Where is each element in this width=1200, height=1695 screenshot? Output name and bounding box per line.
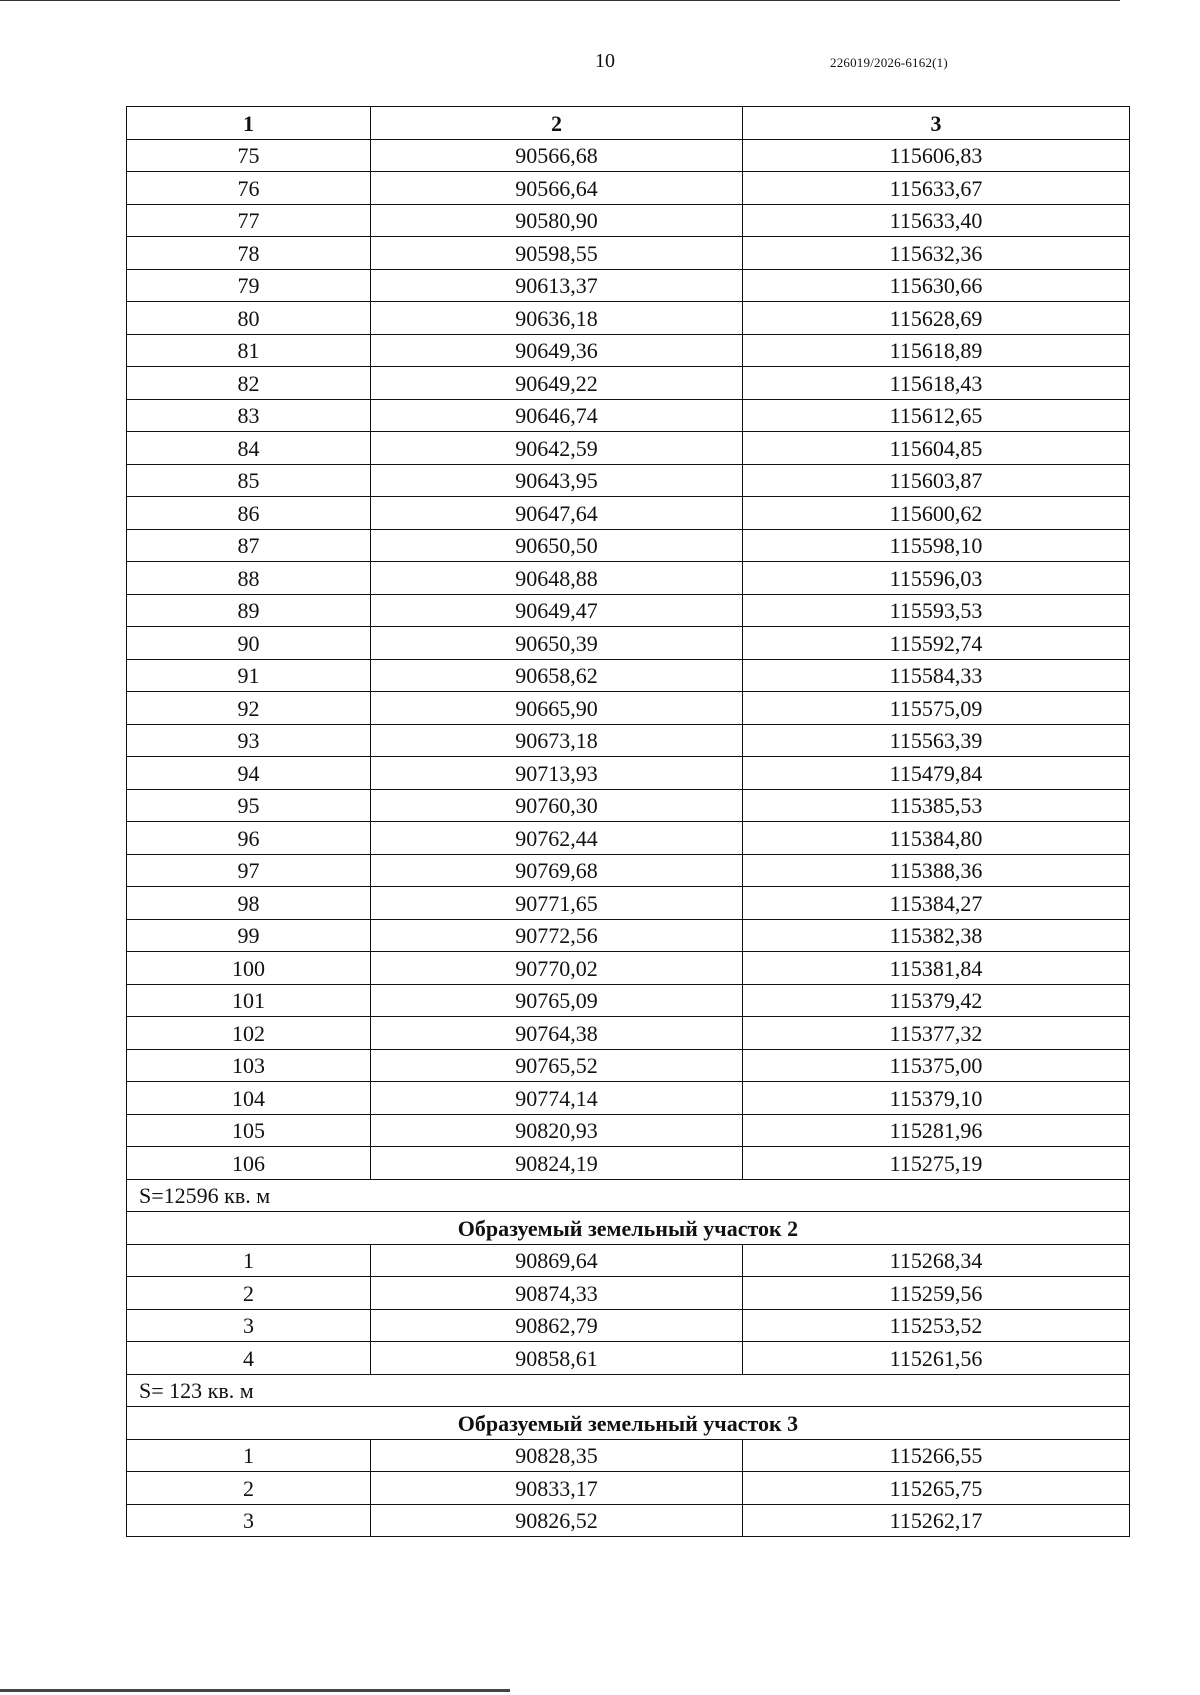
coordinate-y-cell: 115265,75	[743, 1472, 1130, 1505]
table-row	[127, 822, 1130, 855]
point-number-cell: 1	[127, 1244, 371, 1277]
table-row	[127, 1504, 1130, 1537]
coordinates-table-body	[127, 107, 1130, 1537]
coordinate-y-cell: 115596,03	[743, 562, 1130, 595]
coordinate-y-cell: 115633,40	[743, 204, 1130, 237]
point-number-cell: 87	[127, 529, 371, 562]
coordinate-y-cell: 115618,89	[743, 334, 1130, 367]
coordinate-y-cell: 115262,17	[743, 1504, 1130, 1537]
point-number-cell: 81	[127, 334, 371, 367]
point-number-cell: 91	[127, 659, 371, 692]
table-row	[127, 237, 1130, 270]
coordinate-x-cell: 90774,14	[371, 1082, 743, 1115]
point-number-cell: 80	[127, 302, 371, 335]
coordinate-x-cell: 90862,79	[371, 1309, 743, 1342]
point-number-cell: 90	[127, 627, 371, 660]
point-number-cell: 96	[127, 822, 371, 855]
column-header-2: 2	[371, 107, 743, 140]
point-number-cell: 83	[127, 399, 371, 432]
coordinate-y-cell: 115603,87	[743, 464, 1130, 497]
point-number-cell: 86	[127, 497, 371, 530]
area-row	[127, 1374, 1130, 1407]
coordinate-y-cell: 115377,32	[743, 1017, 1130, 1050]
point-number-cell: 94	[127, 757, 371, 790]
table-row	[127, 1244, 1130, 1277]
coordinate-y-cell: 115479,84	[743, 757, 1130, 790]
coordinate-x-cell: 90833,17	[371, 1472, 743, 1505]
point-number-cell: 95	[127, 789, 371, 822]
coordinate-x-cell: 90765,52	[371, 1049, 743, 1082]
coordinate-x-cell: 90760,30	[371, 789, 743, 822]
table-row	[127, 984, 1130, 1017]
table-row	[127, 659, 1130, 692]
table-row	[127, 1472, 1130, 1505]
coordinate-x-cell: 90658,62	[371, 659, 743, 692]
point-number-cell: 88	[127, 562, 371, 595]
column-header-1: 1	[127, 107, 371, 140]
coordinate-y-cell: 115630,66	[743, 269, 1130, 302]
coordinate-y-cell: 115618,43	[743, 367, 1130, 400]
section-title-row	[127, 1407, 1130, 1440]
scan-edge-top	[0, 0, 1120, 1]
coordinate-y-cell: 115385,53	[743, 789, 1130, 822]
point-number-cell: 3	[127, 1504, 371, 1537]
area-value: S= 123 кв. м	[127, 1374, 1130, 1407]
page-number: 10	[595, 50, 615, 72]
table-row	[127, 757, 1130, 790]
point-number-cell: 2	[127, 1277, 371, 1310]
coordinate-x-cell: 90647,64	[371, 497, 743, 530]
table-row	[127, 1049, 1130, 1082]
table-row	[127, 724, 1130, 757]
section-title: Образуемый земельный участок 3	[127, 1407, 1130, 1440]
table-row	[127, 139, 1130, 172]
coordinate-y-cell: 115281,96	[743, 1114, 1130, 1147]
point-number-cell: 3	[127, 1309, 371, 1342]
coordinate-x-cell: 90874,33	[371, 1277, 743, 1310]
section-title-row	[127, 1212, 1130, 1245]
coordinate-y-cell: 115382,38	[743, 919, 1130, 952]
point-number-cell: 92	[127, 692, 371, 725]
point-number-cell: 1	[127, 1439, 371, 1472]
coordinate-y-cell: 115628,69	[743, 302, 1130, 335]
coordinate-y-cell: 115632,36	[743, 237, 1130, 270]
coordinate-y-cell: 115266,55	[743, 1439, 1130, 1472]
table-row	[127, 269, 1130, 302]
table-row	[127, 952, 1130, 985]
table-row	[127, 627, 1130, 660]
coordinate-y-cell: 115384,27	[743, 887, 1130, 920]
coordinate-y-cell: 115268,34	[743, 1244, 1130, 1277]
coordinate-y-cell: 115375,00	[743, 1049, 1130, 1082]
area-value: S=12596 кв. м	[127, 1179, 1130, 1212]
table-row	[127, 854, 1130, 887]
coordinate-y-cell: 115633,67	[743, 172, 1130, 205]
point-number-cell: 85	[127, 464, 371, 497]
table-row	[127, 367, 1130, 400]
area-row	[127, 1179, 1130, 1212]
coordinate-x-cell: 90598,55	[371, 237, 743, 270]
coordinate-x-cell: 90764,38	[371, 1017, 743, 1050]
coordinate-x-cell: 90643,95	[371, 464, 743, 497]
point-number-cell: 98	[127, 887, 371, 920]
coordinate-x-cell: 90820,93	[371, 1114, 743, 1147]
coordinate-x-cell: 90772,56	[371, 919, 743, 952]
point-number-cell: 89	[127, 594, 371, 627]
coordinate-y-cell: 115575,09	[743, 692, 1130, 725]
coordinate-x-cell: 90649,47	[371, 594, 743, 627]
point-number-cell: 76	[127, 172, 371, 205]
coordinate-y-cell: 115384,80	[743, 822, 1130, 855]
point-number-cell: 75	[127, 139, 371, 172]
coordinate-x-cell: 90566,68	[371, 139, 743, 172]
coordinate-x-cell: 90648,88	[371, 562, 743, 595]
table-row	[127, 172, 1130, 205]
point-number-cell: 77	[127, 204, 371, 237]
coordinate-y-cell: 115259,56	[743, 1277, 1130, 1310]
coordinate-y-cell: 115604,85	[743, 432, 1130, 465]
coordinate-x-cell: 90762,44	[371, 822, 743, 855]
scan-edge-bottom	[0, 1689, 510, 1692]
coordinate-y-cell: 115563,39	[743, 724, 1130, 757]
table-header-row	[127, 107, 1130, 140]
point-number-cell: 104	[127, 1082, 371, 1115]
table-row	[127, 919, 1130, 952]
table-row	[127, 1017, 1130, 1050]
coordinate-y-cell: 115275,19	[743, 1147, 1130, 1180]
point-number-cell: 97	[127, 854, 371, 887]
coordinate-y-cell: 115388,36	[743, 854, 1130, 887]
point-number-cell: 102	[127, 1017, 371, 1050]
section-title: Образуемый земельный участок 2	[127, 1212, 1130, 1245]
table-row	[127, 594, 1130, 627]
coordinate-x-cell: 90765,09	[371, 984, 743, 1017]
coordinate-x-cell: 90771,65	[371, 887, 743, 920]
coordinate-x-cell: 90673,18	[371, 724, 743, 757]
coordinate-x-cell: 90646,74	[371, 399, 743, 432]
coordinate-x-cell: 90649,22	[371, 367, 743, 400]
coordinate-x-cell: 90580,90	[371, 204, 743, 237]
coordinate-x-cell: 90636,18	[371, 302, 743, 335]
point-number-cell: 103	[127, 1049, 371, 1082]
coordinate-x-cell: 90566,64	[371, 172, 743, 205]
point-number-cell: 99	[127, 919, 371, 952]
point-number-cell: 78	[127, 237, 371, 270]
coordinate-y-cell: 115379,42	[743, 984, 1130, 1017]
coordinate-x-cell: 90713,93	[371, 757, 743, 790]
coordinate-x-cell: 90650,50	[371, 529, 743, 562]
coordinate-x-cell: 90858,61	[371, 1342, 743, 1375]
table-row	[127, 302, 1130, 335]
point-number-cell: 93	[127, 724, 371, 757]
table-row	[127, 1147, 1130, 1180]
table-row	[127, 529, 1130, 562]
table-row	[127, 432, 1130, 465]
table-row	[127, 1309, 1130, 1342]
point-number-cell: 105	[127, 1114, 371, 1147]
coordinate-x-cell: 90828,35	[371, 1439, 743, 1472]
point-number-cell: 82	[127, 367, 371, 400]
point-number-cell: 84	[127, 432, 371, 465]
point-number-cell: 2	[127, 1472, 371, 1505]
table-row	[127, 562, 1130, 595]
point-number-cell: 4	[127, 1342, 371, 1375]
coordinate-y-cell: 115598,10	[743, 529, 1130, 562]
table-row	[127, 464, 1130, 497]
table-row	[127, 692, 1130, 725]
coordinate-y-cell: 115253,52	[743, 1309, 1130, 1342]
point-number-cell: 100	[127, 952, 371, 985]
coordinate-y-cell: 115600,62	[743, 497, 1130, 530]
coordinate-x-cell: 90869,64	[371, 1244, 743, 1277]
table-row	[127, 887, 1130, 920]
coordinate-y-cell: 115261,56	[743, 1342, 1130, 1375]
table-row	[127, 204, 1130, 237]
coordinate-y-cell: 115379,10	[743, 1082, 1130, 1115]
coordinate-x-cell: 90613,37	[371, 269, 743, 302]
coordinate-x-cell: 90665,90	[371, 692, 743, 725]
document-code: 226019/2026-6162(1)	[830, 55, 948, 70]
coordinate-x-cell: 90642,59	[371, 432, 743, 465]
table-row	[127, 1342, 1130, 1375]
column-header-3: 3	[743, 107, 1130, 140]
coordinate-y-cell: 115612,65	[743, 399, 1130, 432]
coordinate-x-cell: 90826,52	[371, 1504, 743, 1537]
coordinate-y-cell: 115592,74	[743, 627, 1130, 660]
table-row	[127, 334, 1130, 367]
coordinate-y-cell: 115593,53	[743, 594, 1130, 627]
table-row	[127, 1114, 1130, 1147]
coordinate-x-cell: 90824,19	[371, 1147, 743, 1180]
coordinate-x-cell: 90770,02	[371, 952, 743, 985]
coordinate-x-cell: 90650,39	[371, 627, 743, 660]
point-number-cell: 79	[127, 269, 371, 302]
table-row	[127, 1439, 1130, 1472]
coordinates-table	[126, 106, 1130, 1537]
table-row	[127, 1277, 1130, 1310]
table-row	[127, 1082, 1130, 1115]
table-row	[127, 789, 1130, 822]
point-number-cell: 106	[127, 1147, 371, 1180]
table-row	[127, 399, 1130, 432]
coordinate-x-cell: 90769,68	[371, 854, 743, 887]
coordinate-x-cell: 90649,36	[371, 334, 743, 367]
coordinate-y-cell: 115381,84	[743, 952, 1130, 985]
table-row	[127, 497, 1130, 530]
coordinate-y-cell: 115606,83	[743, 139, 1130, 172]
point-number-cell: 101	[127, 984, 371, 1017]
coordinate-y-cell: 115584,33	[743, 659, 1130, 692]
